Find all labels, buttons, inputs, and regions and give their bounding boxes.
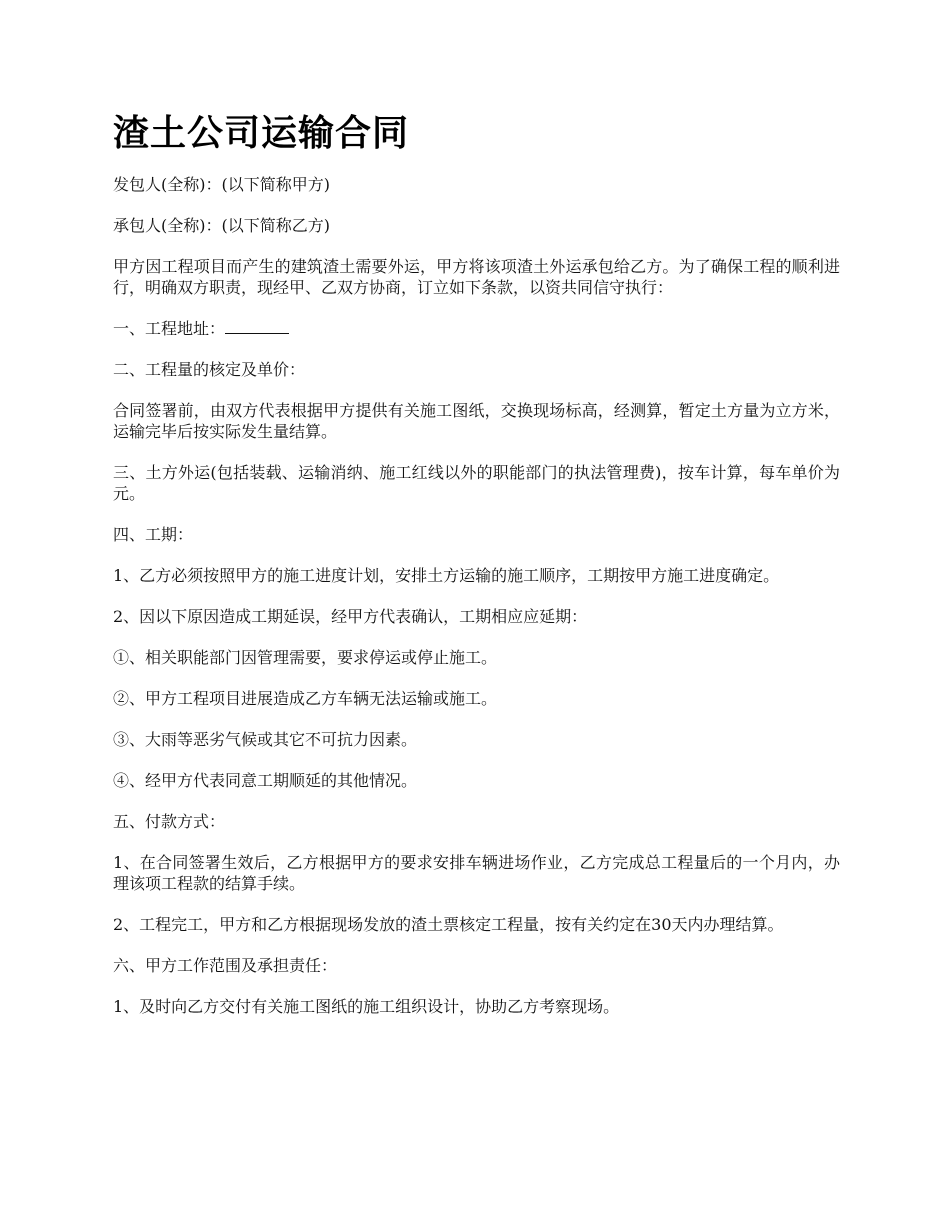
section-1-label: 一、工程地址： [113, 319, 226, 338]
paragraph-section-3: 三、土方外运(包括装载、运输消纳、施工红线以外的职能部门的执法管理费)，按车计算，每车单价为元。 [113, 463, 840, 503]
paragraph-section-4-item-1: 1、乙方必须按照甲方的施工进度计划，安排土方运输的施工顺序，工期按甲方施工进度确定。 [113, 566, 780, 585]
paragraph-section-4-heading: 四、工期： [113, 525, 194, 544]
paragraph-section-4-item-2: 2、因以下原因造成工期延误，经甲方代表确认，工期相应应延期： [113, 607, 588, 626]
paragraph-section-2-body: 合同签署前，由双方代表根据甲方提供有关施工图纸，交换现场标高，经测算，暂定土方量为立方米，运输完毕后按实际发生量结算。 [113, 401, 840, 441]
paragraph-delay-reason-2: ②、甲方工程项目进展造成乙方车辆无法运输或施工。 [113, 689, 498, 708]
paragraph-preamble: 甲方因工程项目而产生的建筑渣土需要外运，甲方将该项渣土外运承包给乙方。为了确保工程的顺利进行，明确双方职责，现经甲、乙双方协商，订立如下条款，以资共同信守执行： [113, 257, 840, 297]
paragraph-delay-reason-3: ③、大雨等恶劣气候或其它不可抗力因素。 [113, 730, 418, 749]
paragraph-contractor: 承包人(全称)：(以下简称乙方) [113, 216, 330, 235]
paragraph-section-6-item-1: 1、及时向乙方交付有关施工图纸的施工组织设计，协助乙方考察现场。 [113, 997, 620, 1016]
paragraph-section-5-heading: 五、付款方式： [113, 812, 226, 831]
paragraph-delay-reason-1: ①、相关职能部门因管理需要，要求停运或停止施工。 [113, 648, 498, 667]
paragraph-delay-reason-4: ④、经甲方代表同意工期顺延的其他情况。 [113, 771, 418, 790]
address-blank-line [225, 319, 289, 334]
document-title: 渣土公司运输合同 [113, 113, 410, 154]
paragraph-section-5-item-2: 2、工程完工，甲方和乙方根据现场发放的渣土票核定工程量，按有关约定在30天内办理结算。 [113, 915, 784, 934]
paragraph-employer: 发包人(全称)：(以下简称甲方) [113, 175, 330, 194]
paragraph-section-5-item-1: 1、在合同签署生效后，乙方根据甲方的要求安排车辆进场作业，乙方完成总工程量后的一个月内，办理该项工程款的结算手续。 [113, 853, 840, 893]
paragraph-section-6-heading: 六、甲方工作范围及承担责任： [113, 956, 338, 975]
paragraph-section-2-heading: 二、工程量的核定及单价： [113, 360, 306, 379]
paragraph-section-1-address [113, 318, 840, 339]
